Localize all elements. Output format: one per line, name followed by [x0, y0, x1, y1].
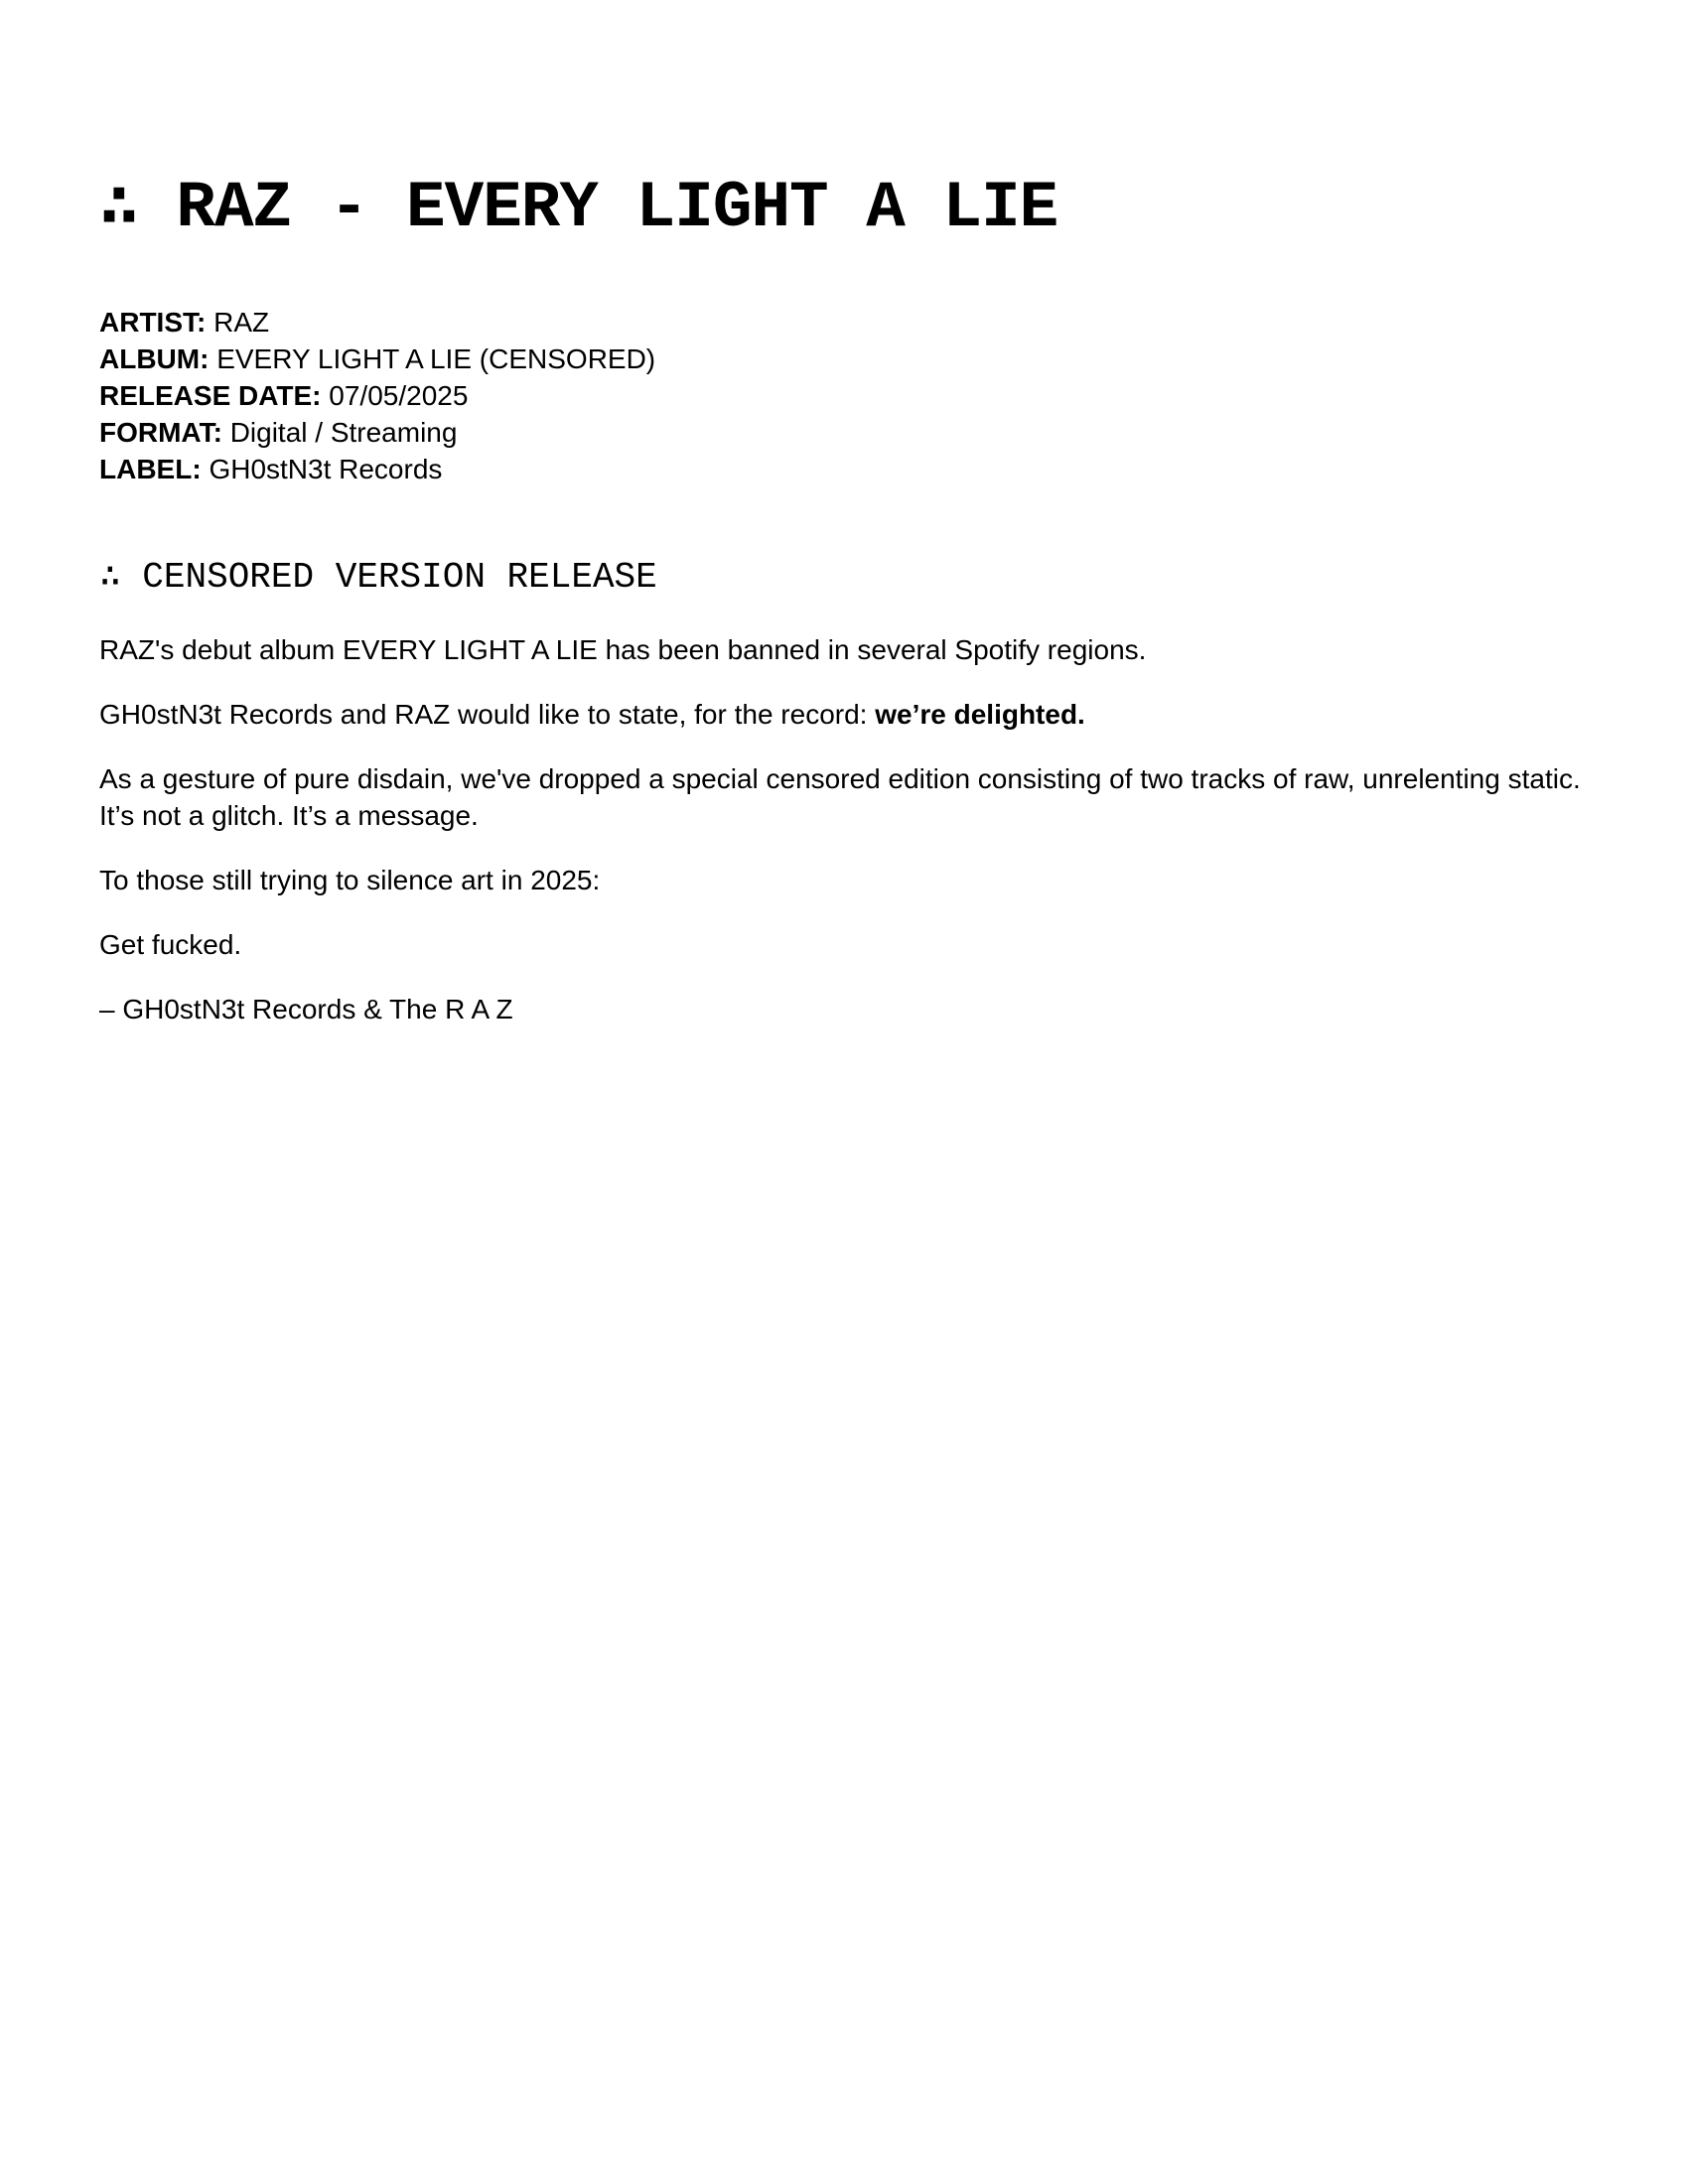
meta-artist-key: ARTIST: — [99, 307, 207, 338]
release-statement — [99, 631, 1589, 1055]
meta-release-date-value: 07/05/2025 — [329, 380, 469, 411]
paragraph-ban-notice: RAZ's debut album EVERY LIGHT A LIE has been banned in several Spotify regions. — [99, 634, 1147, 665]
meta-album-key: ALBUM: — [99, 343, 210, 374]
release-metadata — [99, 304, 655, 487]
meta-release-date-key: RELEASE DATE: — [99, 380, 322, 411]
meta-artist-value: RAZ — [213, 307, 270, 338]
paragraph-silence-art: To those still trying to silence art in 2025: — [99, 865, 601, 895]
meta-album-value: EVERY LIGHT A LIE (CENSORED) — [216, 343, 656, 374]
paragraph-statement — [99, 696, 1589, 733]
meta-release-date — [99, 377, 655, 414]
meta-label-key: LABEL: — [99, 454, 202, 484]
meta-label — [99, 451, 655, 487]
section-heading: ∴ CENSORED VERSION RELEASE — [99, 557, 657, 598]
censored-edition-line-2: It’s not a glitch. It’s a message. — [99, 800, 479, 831]
meta-label-value: GH0stN3t Records — [209, 454, 443, 484]
meta-artist — [99, 304, 655, 341]
meta-format — [99, 414, 655, 451]
document-title: ∴ RAZ - EVERY LIGHT A LIE — [99, 171, 1058, 245]
signature: – GH0stN3t Records & The R A Z — [99, 994, 513, 1024]
meta-album — [99, 341, 655, 377]
paragraph-censored-edition — [99, 760, 1589, 834]
paragraph-closing-remark: Get fucked. — [99, 929, 242, 960]
censored-edition-line-1: As a gesture of pure disdain, we've dropped a special censored edition consisting of two tracks of raw, unrelenting static. — [99, 763, 1581, 794]
meta-format-key: FORMAT: — [99, 417, 222, 448]
statement-emphasis: we’re delighted. — [875, 699, 1085, 730]
statement-text: GH0stN3t Records and RAZ would like to state, for the record: — [99, 699, 876, 730]
meta-format-value: Digital / Streaming — [229, 417, 458, 448]
